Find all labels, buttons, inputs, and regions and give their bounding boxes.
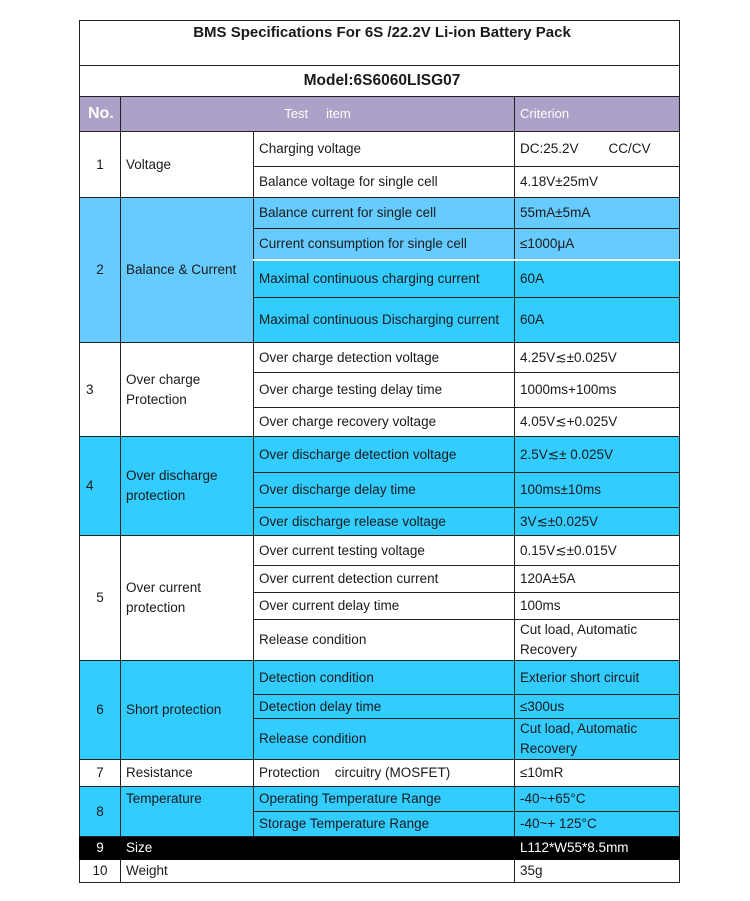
criterion-value: 55mA±5mA	[515, 198, 680, 229]
criterion-value: ≤10mR	[515, 760, 680, 787]
spec-table	[79, 20, 680, 883]
criterion-value: Cut load, Automatic Recovery	[515, 719, 680, 760]
criterion-value: 35g	[515, 860, 680, 883]
criterion-value: Exterior short circuit	[515, 661, 680, 695]
section-number: 6	[80, 661, 121, 760]
test-item: Balance voltage for single cell	[254, 167, 515, 198]
section-category: Weight	[121, 860, 515, 883]
table-row	[80, 661, 680, 695]
section-category: Balance & Current	[121, 198, 254, 343]
section-category: Resistance	[121, 760, 254, 787]
test-item: Detection condition	[254, 661, 515, 695]
test-item: Current consumption for single cell	[254, 229, 515, 260]
test-item: Detection delay time	[254, 695, 515, 719]
section-category: Voltage	[121, 132, 254, 198]
test-item: Storage Temperature Range	[254, 812, 515, 837]
header-test-item: Test item	[121, 97, 515, 132]
test-item: Over discharge release voltage	[254, 508, 515, 536]
test-item: Maximal continuous charging current	[254, 260, 515, 298]
table-row	[80, 837, 680, 860]
test-item: Protection circuitry (MOSFET)	[254, 760, 515, 787]
section-number: 10	[80, 860, 121, 883]
criterion-value: 60A	[515, 260, 680, 298]
criterion-value: 0.15V≲±0.015V	[515, 536, 680, 566]
table-row	[80, 198, 680, 229]
test-item: Over discharge delay time	[254, 473, 515, 508]
test-item: Over current delay time	[254, 593, 515, 620]
test-item: Over charge testing delay time	[254, 373, 515, 408]
test-item: Operating Temperature Range	[254, 787, 515, 812]
section-category: Over discharge protection	[121, 437, 254, 536]
test-item: Over current detection current	[254, 566, 515, 593]
model-number: Model:6S6060LISG07	[80, 66, 680, 97]
table-header	[80, 97, 680, 132]
section-number: 8	[80, 787, 121, 837]
criterion-value: 4.05V≲+0.025V	[515, 408, 680, 437]
section-number: 4	[80, 437, 121, 536]
criterion-value: ≤1000μA	[515, 229, 680, 260]
section-number: 3	[80, 343, 121, 437]
test-item: Over discharge detection voltage	[254, 437, 515, 473]
criterion-value: -40~+65°C	[515, 787, 680, 812]
header-no: No.	[80, 97, 121, 132]
section-category: Temperature	[121, 787, 254, 837]
table-row	[80, 536, 680, 566]
criterion-value: 100ms	[515, 593, 680, 620]
section-category: Short protection	[121, 661, 254, 760]
test-item: Release condition	[254, 719, 515, 760]
header-criterion: Criterion	[515, 97, 680, 132]
section-number: 2	[80, 198, 121, 343]
test-item: Release condition	[254, 620, 515, 661]
criterion-value: Cut load, Automatic Recovery	[515, 620, 680, 661]
table-row	[80, 343, 680, 373]
table-row	[80, 437, 680, 473]
section-number: 9	[80, 837, 121, 860]
test-item: Charging voltage	[254, 132, 515, 167]
document-title: BMS Specifications For 6S /22.2V Li-ion Battery Pack	[80, 21, 680, 66]
criterion-value: 2.5V≲± 0.025V	[515, 437, 680, 473]
criterion-value: L112*W55*8.5mm	[515, 837, 680, 860]
section-category: Size	[121, 837, 515, 860]
table-row	[80, 760, 680, 787]
criterion-value: DC:25.2V CC/CV	[515, 132, 680, 167]
section-category: Over current protection	[121, 536, 254, 661]
section-number: 5	[80, 536, 121, 661]
criterion-value: 120A±5A	[515, 566, 680, 593]
criterion-value: 100ms±10ms	[515, 473, 680, 508]
test-item: Maximal continuous Discharging current	[254, 298, 515, 343]
criterion-value: 4.18V±25mV	[515, 167, 680, 198]
section-number: 1	[80, 132, 121, 198]
criterion-value: ≤300us	[515, 695, 680, 719]
criterion-value: 60A	[515, 298, 680, 343]
table-row	[80, 787, 680, 812]
criterion-value: 1000ms+100ms	[515, 373, 680, 408]
criterion-value: 4.25V≲±0.025V	[515, 343, 680, 373]
spec-sheet	[79, 20, 679, 883]
table-row	[80, 132, 680, 167]
criterion-value: 3V≲±0.025V	[515, 508, 680, 536]
test-item: Over current testing voltage	[254, 536, 515, 566]
test-item: Over charge detection voltage	[254, 343, 515, 373]
test-item: Over charge recovery voltage	[254, 408, 515, 437]
test-item: Balance current for single cell	[254, 198, 515, 229]
section-category: Over charge Protection	[121, 343, 254, 437]
table-row	[80, 860, 680, 883]
section-number: 7	[80, 760, 121, 787]
criterion-value: -40~+ 125°C	[515, 812, 680, 837]
